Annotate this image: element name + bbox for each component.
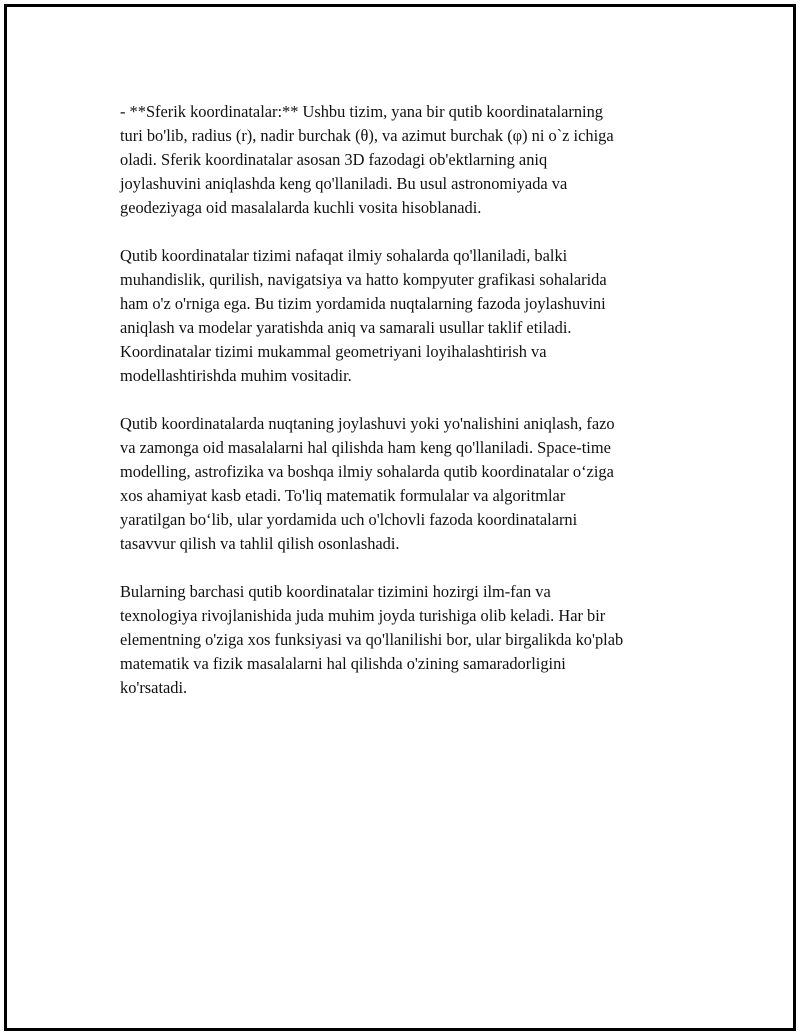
text-line: yaratilgan bo‘lib, ular yordamida uch o'lchovli fazoda koordinatalarni bbox=[120, 510, 578, 529]
text-line: texnologiya rivojlanishida juda muhim joyda turishiga olib keladi. Har bir bbox=[120, 606, 606, 625]
document-body bbox=[120, 100, 700, 724]
text-line: Qutib koordinatalar tizimi nafaqat ilmiy sohalarda qo'llaniladi, balki bbox=[120, 246, 568, 265]
paragraph-conclusion bbox=[120, 580, 700, 700]
text-line: Bularning barchasi qutib koordinatalar tizimini hozirgi ilm-fan va bbox=[120, 582, 551, 601]
text-line: ham o'z o'rniga ega. Bu tizim yordamida nuqtalarning fazoda joylashuvini bbox=[120, 294, 606, 313]
paragraph-space-time bbox=[120, 412, 700, 556]
document-page bbox=[4, 4, 796, 1031]
text-line: turi bo'lib, radius (r), nadir burchak (θ), va azimut burchak (φ) ni o`z ichiga bbox=[120, 126, 614, 145]
text-line: ko'rsatadi. bbox=[120, 678, 188, 697]
text-line: Koordinatalar tizimi mukammal geometriyani loyihalashtirish va bbox=[120, 342, 547, 361]
text-line: joylashuvini aniqlashda keng qo'llaniladi. Bu usul astronomiyada va bbox=[120, 174, 568, 193]
text-line: Qutib koordinatalarda nuqtaning joylashuvi yoki yo'nalishini aniqlash, fazo bbox=[120, 414, 615, 433]
text-line: elementning o'ziga xos funksiyasi va qo'llanilishi bor, ular birgalikda ko'plab bbox=[120, 630, 624, 649]
text-line: va zamonga oid masalalarni hal qilishda ham keng qo'llaniladi. Space-time bbox=[120, 438, 611, 457]
paragraph-applications bbox=[120, 244, 700, 388]
text-line: aniqlash va modelar yaratishda aniq va samarali usullar taklif etiladi. bbox=[120, 318, 572, 337]
paragraph-spherical-coordinates bbox=[120, 100, 700, 220]
text-line: xos ahamiyat kasb etadi. To'liq matematik formulalar va algoritmlar bbox=[120, 486, 566, 505]
text-line: muhandislik, qurilish, navigatsiya va hatto kompyuter grafikasi sohalarida bbox=[120, 270, 607, 289]
text-line: matematik va fizik masalalarni hal qilishda o'zining samaradorligini bbox=[120, 654, 566, 673]
text-line: oladi. Sferik koordinatalar asosan 3D fazodagi ob'ektlarning aniq bbox=[120, 150, 548, 169]
text-line: modellashtirishda muhim vositadir. bbox=[120, 366, 352, 385]
text-line: - **Sferik koordinatalar:** Ushbu tizim, yana bir qutib koordinatalarning bbox=[120, 102, 603, 121]
text-line: geodeziyaga oid masalalarda kuchli vosita hisoblanadi. bbox=[120, 198, 482, 217]
text-line: modelling, astrofizika va boshqa ilmiy sohalarda qutib koordinatalar o‘ziga bbox=[120, 462, 614, 481]
text-line: tasavvur qilish va tahlil qilish osonlashadi. bbox=[120, 534, 400, 553]
